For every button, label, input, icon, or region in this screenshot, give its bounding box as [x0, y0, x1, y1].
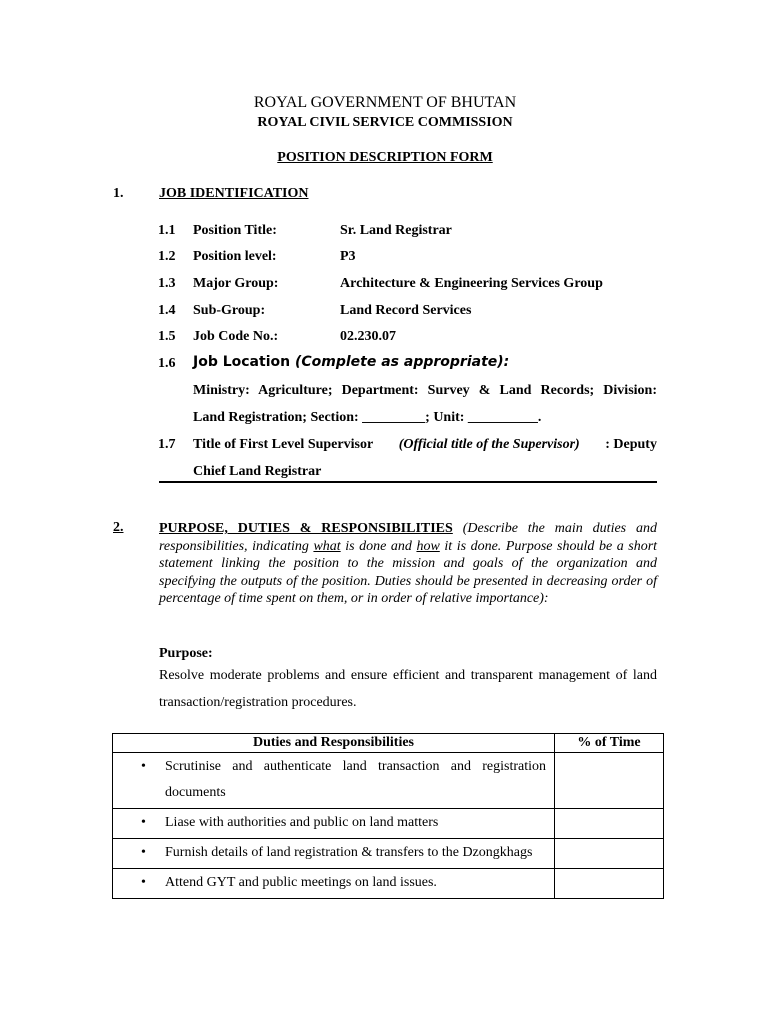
field-label-sub-group: Sub-Group: [193, 303, 266, 318]
field-value-position-title: Sr. Land Registrar [340, 223, 452, 238]
field-number: 1.6 [158, 356, 176, 371]
commission-heading: ROYAL CIVIL SERVICE COMMISSION [257, 115, 513, 130]
government-heading: ROYAL GOVERNMENT OF BHUTAN [253, 94, 517, 111]
time-cell [555, 839, 664, 869]
section1-title: JOB IDENTIFICATION [159, 186, 309, 201]
field-number: 1.1 [158, 223, 176, 238]
duties-column-header: Duties and Responsibilities [113, 734, 555, 753]
duty-cell [113, 869, 555, 899]
field-label-position-level: Position level: [193, 249, 277, 264]
supervisor-line1 [193, 437, 657, 453]
field-label-position-title: Position Title: [193, 223, 277, 238]
supervisor-value: Chief Land Registrar [193, 464, 322, 479]
duties-table [112, 733, 664, 899]
section2-desc-b: is done and [345, 538, 412, 554]
table-row [113, 839, 664, 869]
section2-desc-what: what [313, 538, 341, 554]
table-row [113, 753, 664, 809]
bullet-icon: • [141, 815, 146, 830]
job-location-line2: Land Registration; Section: _________; Unit: __________. [193, 410, 542, 425]
section1-number: 1. [113, 186, 124, 201]
field-label-major-group: Major Group: [193, 276, 279, 291]
duty-text: Attend GYT and public meetings on land issues. [165, 875, 437, 890]
field-number: 1.5 [158, 329, 176, 344]
table-row [113, 809, 664, 839]
section1-divider [159, 481, 657, 483]
job-location-label: Job Location [193, 354, 291, 370]
form-title: POSITION DESCRIPTION FORM [277, 150, 493, 165]
supervisor-label: Title of First Level Supervisor [193, 437, 374, 452]
duty-cell [113, 839, 555, 869]
field-number: 1.2 [158, 249, 176, 264]
field-number: 1.7 [158, 437, 176, 452]
duty-cell [113, 809, 555, 839]
section2-number: 2. [113, 520, 124, 535]
field-number: 1.4 [158, 303, 176, 318]
purpose-text: Resolve moderate problems and ensure efficient and transparent management of land transaction/registration procedures. [159, 668, 657, 710]
field-value-job-code: 02.230.07 [340, 329, 396, 344]
duty-text: Furnish details of land registration & transfers to the Dzongkhags [165, 845, 533, 860]
job-location-heading [193, 354, 509, 370]
field-value-position-level: P3 [340, 249, 356, 264]
bullet-icon: • [141, 759, 146, 774]
time-column-header: % of Time [555, 734, 664, 753]
duty-cell [113, 753, 555, 809]
section2-desc-a: (Describe the main duties and responsibilities, indicating [159, 521, 658, 554]
section2-title: PURPOSE, DUTIES & RESPONSIBILITIES [159, 521, 453, 536]
field-value-major-group: Architecture & Engineering Services Group [340, 276, 603, 291]
duty-text: Liase with authorities and public on land matters [165, 815, 439, 830]
supervisor-note: (Official title of the Supervisor) [398, 437, 580, 452]
field-number: 1.3 [158, 276, 176, 291]
supervisor-colon: : Deputy [605, 437, 657, 452]
time-cell [555, 809, 664, 839]
section2-intro [159, 520, 657, 608]
purpose-label: Purpose: [159, 646, 213, 661]
job-location-note: (Complete as appropriate): [294, 354, 510, 370]
section2-desc-c: it is done. Purpose should be a short statement linking the position to the mission and goals of the organization and specifying the outputs of the position. Duties should be presented in decreasing order of percentage of time spent on them, or in order of relative importance): [159, 538, 658, 607]
job-location-line1: Ministry: Agriculture; Department: Survey & Land Records; Division: [193, 383, 657, 398]
field-label-job-code: Job Code No.: [193, 329, 279, 344]
table-header-row [113, 734, 664, 753]
field-value-sub-group: Land Record Services [340, 303, 472, 318]
time-cell [555, 869, 664, 899]
time-cell [555, 753, 664, 809]
table-row [113, 869, 664, 899]
bullet-icon: • [141, 875, 146, 890]
bullet-icon: • [141, 845, 146, 860]
duty-text: Scrutinise and authenticate land transaction and registration documents [165, 759, 546, 800]
section2-desc-how: how [416, 538, 440, 554]
